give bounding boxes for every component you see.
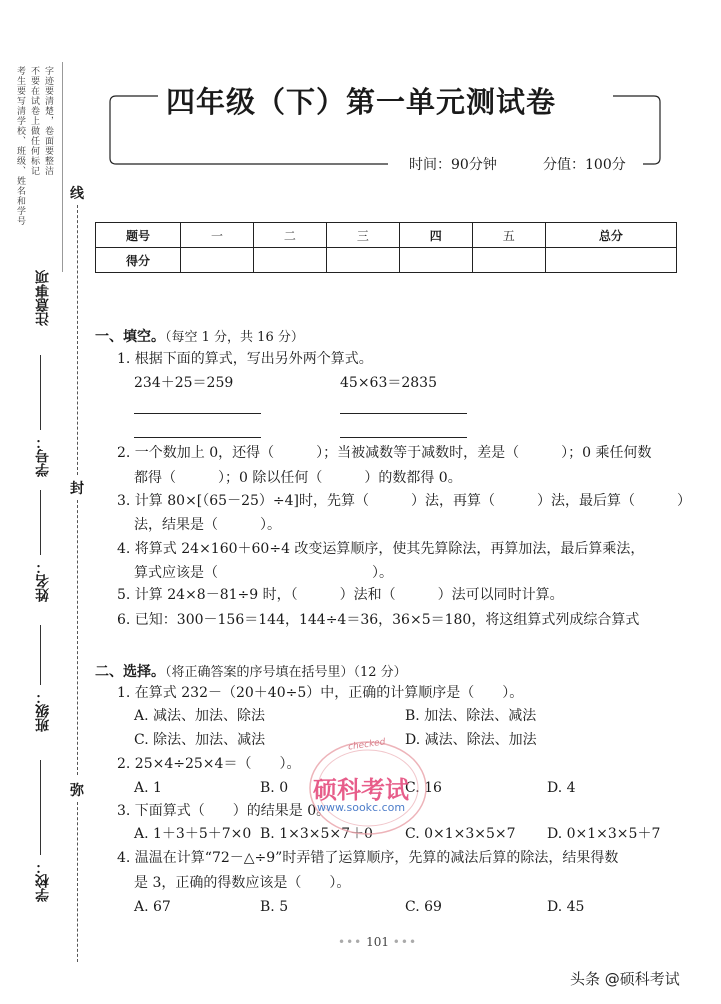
watermark-ring-text: checked [347,737,387,753]
school-line[interactable] [40,760,41,855]
s1-question-1: 1. 根据下面的算式，写出另外两个算式。 [117,351,373,367]
s1-question-5: 5. 计算 24×8－81÷9 时，（ ）法和（ ）法可以同时计算。 [117,587,564,603]
watermark-brand: 硕科考试 [313,776,409,804]
score-input-cell[interactable] [545,248,676,273]
answer-line[interactable] [340,413,467,414]
s1-question-6: 6. 已知：300－156＝144，144÷4＝36，36×5＝180，将这组算式列成综合算式 [117,612,640,628]
school-label: 学校： [35,860,51,902]
score-cell: 总分 [545,223,676,248]
binding-note-1: 考生要写清学校、班级、姓名和学号 [15,66,25,226]
s2-q4-option-d[interactable]: D. 45 [547,899,585,915]
binding-note-3: 字迹要清楚，卷面要整洁 [43,66,53,176]
s2-q4-option-c[interactable]: C. 69 [405,899,442,915]
class-line[interactable] [40,625,41,685]
answer-line[interactable] [134,413,261,414]
answer-line[interactable] [340,437,467,438]
s2-q1-option-b[interactable]: B. 加法、除法、减法 [405,708,537,724]
section1-heading [95,326,304,346]
score-cell: 题号 [96,223,181,248]
s1-question-4-line1: 4. 将算式 24×160＋60÷4 改变运算顺序，使其先算除法，再算加法，最后算乘法， [117,541,645,557]
s1-question-3-line2: 法，结果是（ ）。 [134,517,281,533]
score-table-score-row [96,248,677,273]
s2-q2-option-c[interactable]: C. 16 [405,780,442,796]
binding-note-2: 不要在试卷上做任何标记 [29,66,39,176]
cut-line-2 [77,500,78,775]
s2-q4-option-b[interactable]: B. 5 [260,899,289,915]
s2-q1-option-d[interactable]: D. 减法、除法、加法 [405,732,537,748]
student-id-label: 学号： [35,435,51,477]
cut-line-1 [77,205,78,475]
cut-mark-seal: 封 [70,481,84,497]
student-id-line[interactable] [40,355,41,430]
s2-question-4-line2: 是 3，正确的得数应该是（ ）。 [134,875,351,891]
score-cell: 得分 [96,248,181,273]
watermark [305,738,431,838]
class-label: 班级： [35,690,51,732]
s1-q1-equation-b: 45×63＝2835 [340,375,437,391]
s2-q3-option-b[interactable]: B. 1×3×5×7＋0 [260,826,373,842]
section1-note: （每空 1 分，共 16 分） [165,330,304,345]
s1-question-2-line2: 都得（ ）；0 除以任何（ ）的数都得 0。 [134,470,462,486]
page-deco-right: ••• [392,935,418,949]
score-cell: 五 [472,223,545,248]
watermark-url: www.sookc.com [317,801,406,814]
name-label: 姓名： [35,560,51,602]
s1-question-2-line1: 2. 一个数加上 0，还得（ ）；当被减数等于减数时，差是（ ）；0 乘任何数 [117,445,652,461]
score-cell: 三 [326,223,399,248]
score-input-cell[interactable] [472,248,545,273]
score-input-cell[interactable] [326,248,399,273]
s2-q4-option-a[interactable]: A. 67 [134,899,171,915]
s1-question-3-line1: 3. 计算 80×[（65－25）÷4]时，先算（ ）法，再算（ ）法，最后算（ ） [117,493,691,509]
score-cell: 二 [253,223,326,248]
section1-title: 一、填空。 [95,329,165,345]
s2-q2-option-d[interactable]: D. 4 [547,780,576,796]
cut-mark-mi: 弥 [70,783,84,799]
page-title: 四年级（下）第一单元测试卷 [166,85,557,119]
section2-title: 二、选择。 [95,664,165,680]
score-input-cell[interactable] [399,248,472,273]
answer-line[interactable] [134,437,261,438]
s1-q1-equation-a: 234＋25＝259 [134,375,234,391]
score-input-cell[interactable] [253,248,326,273]
exam-score: 分值：100分 [543,157,626,173]
s2-question-3: 3. 下面算式（ ）的结果是 0。 [117,803,331,819]
score-table [95,222,677,273]
score-table-header-row [96,223,677,248]
s2-question-4-line1: 4. 温温在计算“72－△÷9”时弄错了运算顺序，先算的减法后算的除法，结果得数 [117,850,619,866]
section2-note: （将正确答案的序号填在括号里）（12 分） [165,665,407,680]
s2-q1-option-a[interactable]: A. 减法、加法、除法 [134,708,266,724]
name-line[interactable] [40,490,41,555]
s1-question-4-line2: 算式应该是（ ）。 [134,565,393,581]
s2-question-1: 1. 在算式 232－（20＋40÷5）中，正确的计算顺序是（ ）。 [117,685,524,701]
page-number: 101 [366,935,389,949]
s2-q3-option-a[interactable]: A. 1＋3＋5＋7×0 [134,826,252,842]
cut-mark-line: 线 [70,186,84,202]
page-deco-left: ••• [338,935,363,949]
score-cell: 一 [181,223,254,248]
source-credit: 头条 @硕科考试 [570,970,680,988]
s2-q2-option-b[interactable]: B. 0 [260,780,289,796]
score-cell: 四 [399,223,472,248]
section2-heading [95,661,407,681]
cut-line-3 [77,802,78,962]
s2-q2-option-a[interactable]: A. 1 [134,780,162,796]
binding-divider [62,62,63,272]
exam-time: 时间：90分钟 [409,157,497,173]
notes-title: 注意事项 [35,270,51,326]
score-input-cell[interactable] [181,248,254,273]
s2-question-2: 2. 25×4÷25×4＝（ ）。 [117,756,301,772]
page-number-wrap [338,935,417,949]
s2-q3-option-c[interactable]: C. 0×1×3×5×7 [405,826,516,842]
s2-q1-option-c[interactable]: C. 除法、加法、减法 [134,732,266,748]
s2-q3-option-d[interactable]: D. 0×1×3×5＋7 [547,826,661,842]
